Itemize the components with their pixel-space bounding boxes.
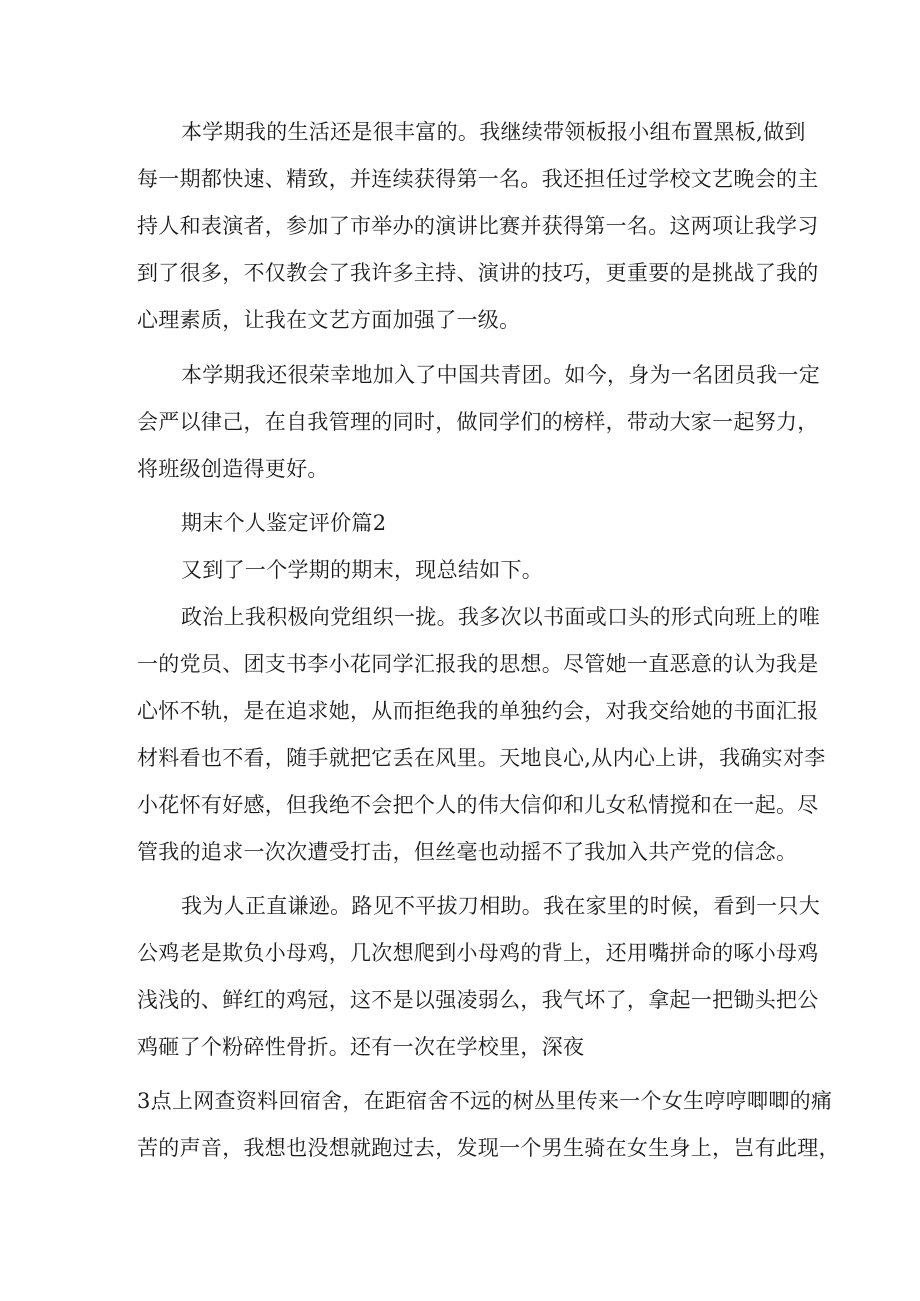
text-line: 本学期我还很荣幸地加入了中国共青团。如今，身为一名团员我一定	[181, 363, 820, 387]
text-line: 政治上我积极向党组织一拢。我多次以书面或口头的形式向班上的唯	[181, 605, 820, 629]
text-line: 每一期都快速、精致，并连续获得第一名。我还担任过学校文艺晚会的主	[137, 167, 819, 191]
text-line: 浅浅的、鲜红的鸡冠，这不是以强凌弱么，我气坏了，拿起一把锄头把公	[137, 988, 819, 1012]
text-line: 3点上网查资料回宿舍，在距宿舍不远的树丛里传来一个女生哼哼唧唧的痛	[137, 1089, 833, 1113]
text-line: 鸡砸了个粉碎性骨折。还有一次在学校里，深夜	[137, 1035, 585, 1059]
text-line: 一的党员、团支书李小花同学汇报我的思想。尽管她一直恶意的认为我是	[137, 652, 819, 676]
text-line: 我为人正直谦逊。路见不平拔刀相助。我在家里的时候，看到一只大	[181, 894, 820, 918]
text-line: 心怀不轨，是在追求她，从而拒绝我的单独约会，对我交给她的书面汇报	[137, 699, 819, 723]
text-line: 会严以律己，在自我管理的同时，做同学们的榜样，带动大家一起努力，	[137, 410, 819, 434]
text-line: 又到了一个学期的期末，现总结如下。	[181, 558, 544, 582]
text-line: 将班级创造得更好。	[137, 457, 329, 481]
text-line: 管我的追求一次次遭受打击，但丝毫也动摇不了我加入共产党的信念。	[137, 840, 798, 864]
text-line: 小花怀有好感，但我绝不会把个人的伟大信仰和儿女私情搅和在一起。尽	[137, 793, 819, 817]
text-line: 到了很多，不仅教会了我许多主持、演讲的技巧，更重要的是挑战了我的	[137, 261, 819, 285]
text-line: 苦的声音，我想也没想就跑过去，发现一个男生骑在女生身上，岂有此理，	[137, 1136, 840, 1160]
text-line: 持人和表演者，参加了市举办的演讲比赛并获得第一名。这两项让我学习	[137, 214, 819, 238]
text-line: 材料看也不看，随手就把它丢在风里。天地良心,从内心上讲，我确实对李	[137, 746, 826, 770]
text-line: 心理素质，让我在文艺方面加强了一级。	[137, 308, 521, 332]
section-heading: 期末个人鉴定评价篇2	[181, 511, 387, 535]
text-line: 本学期我的生活还是很丰富的。我继续带领板报小组布置黑板,做到	[181, 120, 806, 144]
text-line: 公鸡老是欺负小母鸡，几次想爬到小母鸡的背上，还用嘴拼命的啄小母鸡	[137, 941, 819, 965]
